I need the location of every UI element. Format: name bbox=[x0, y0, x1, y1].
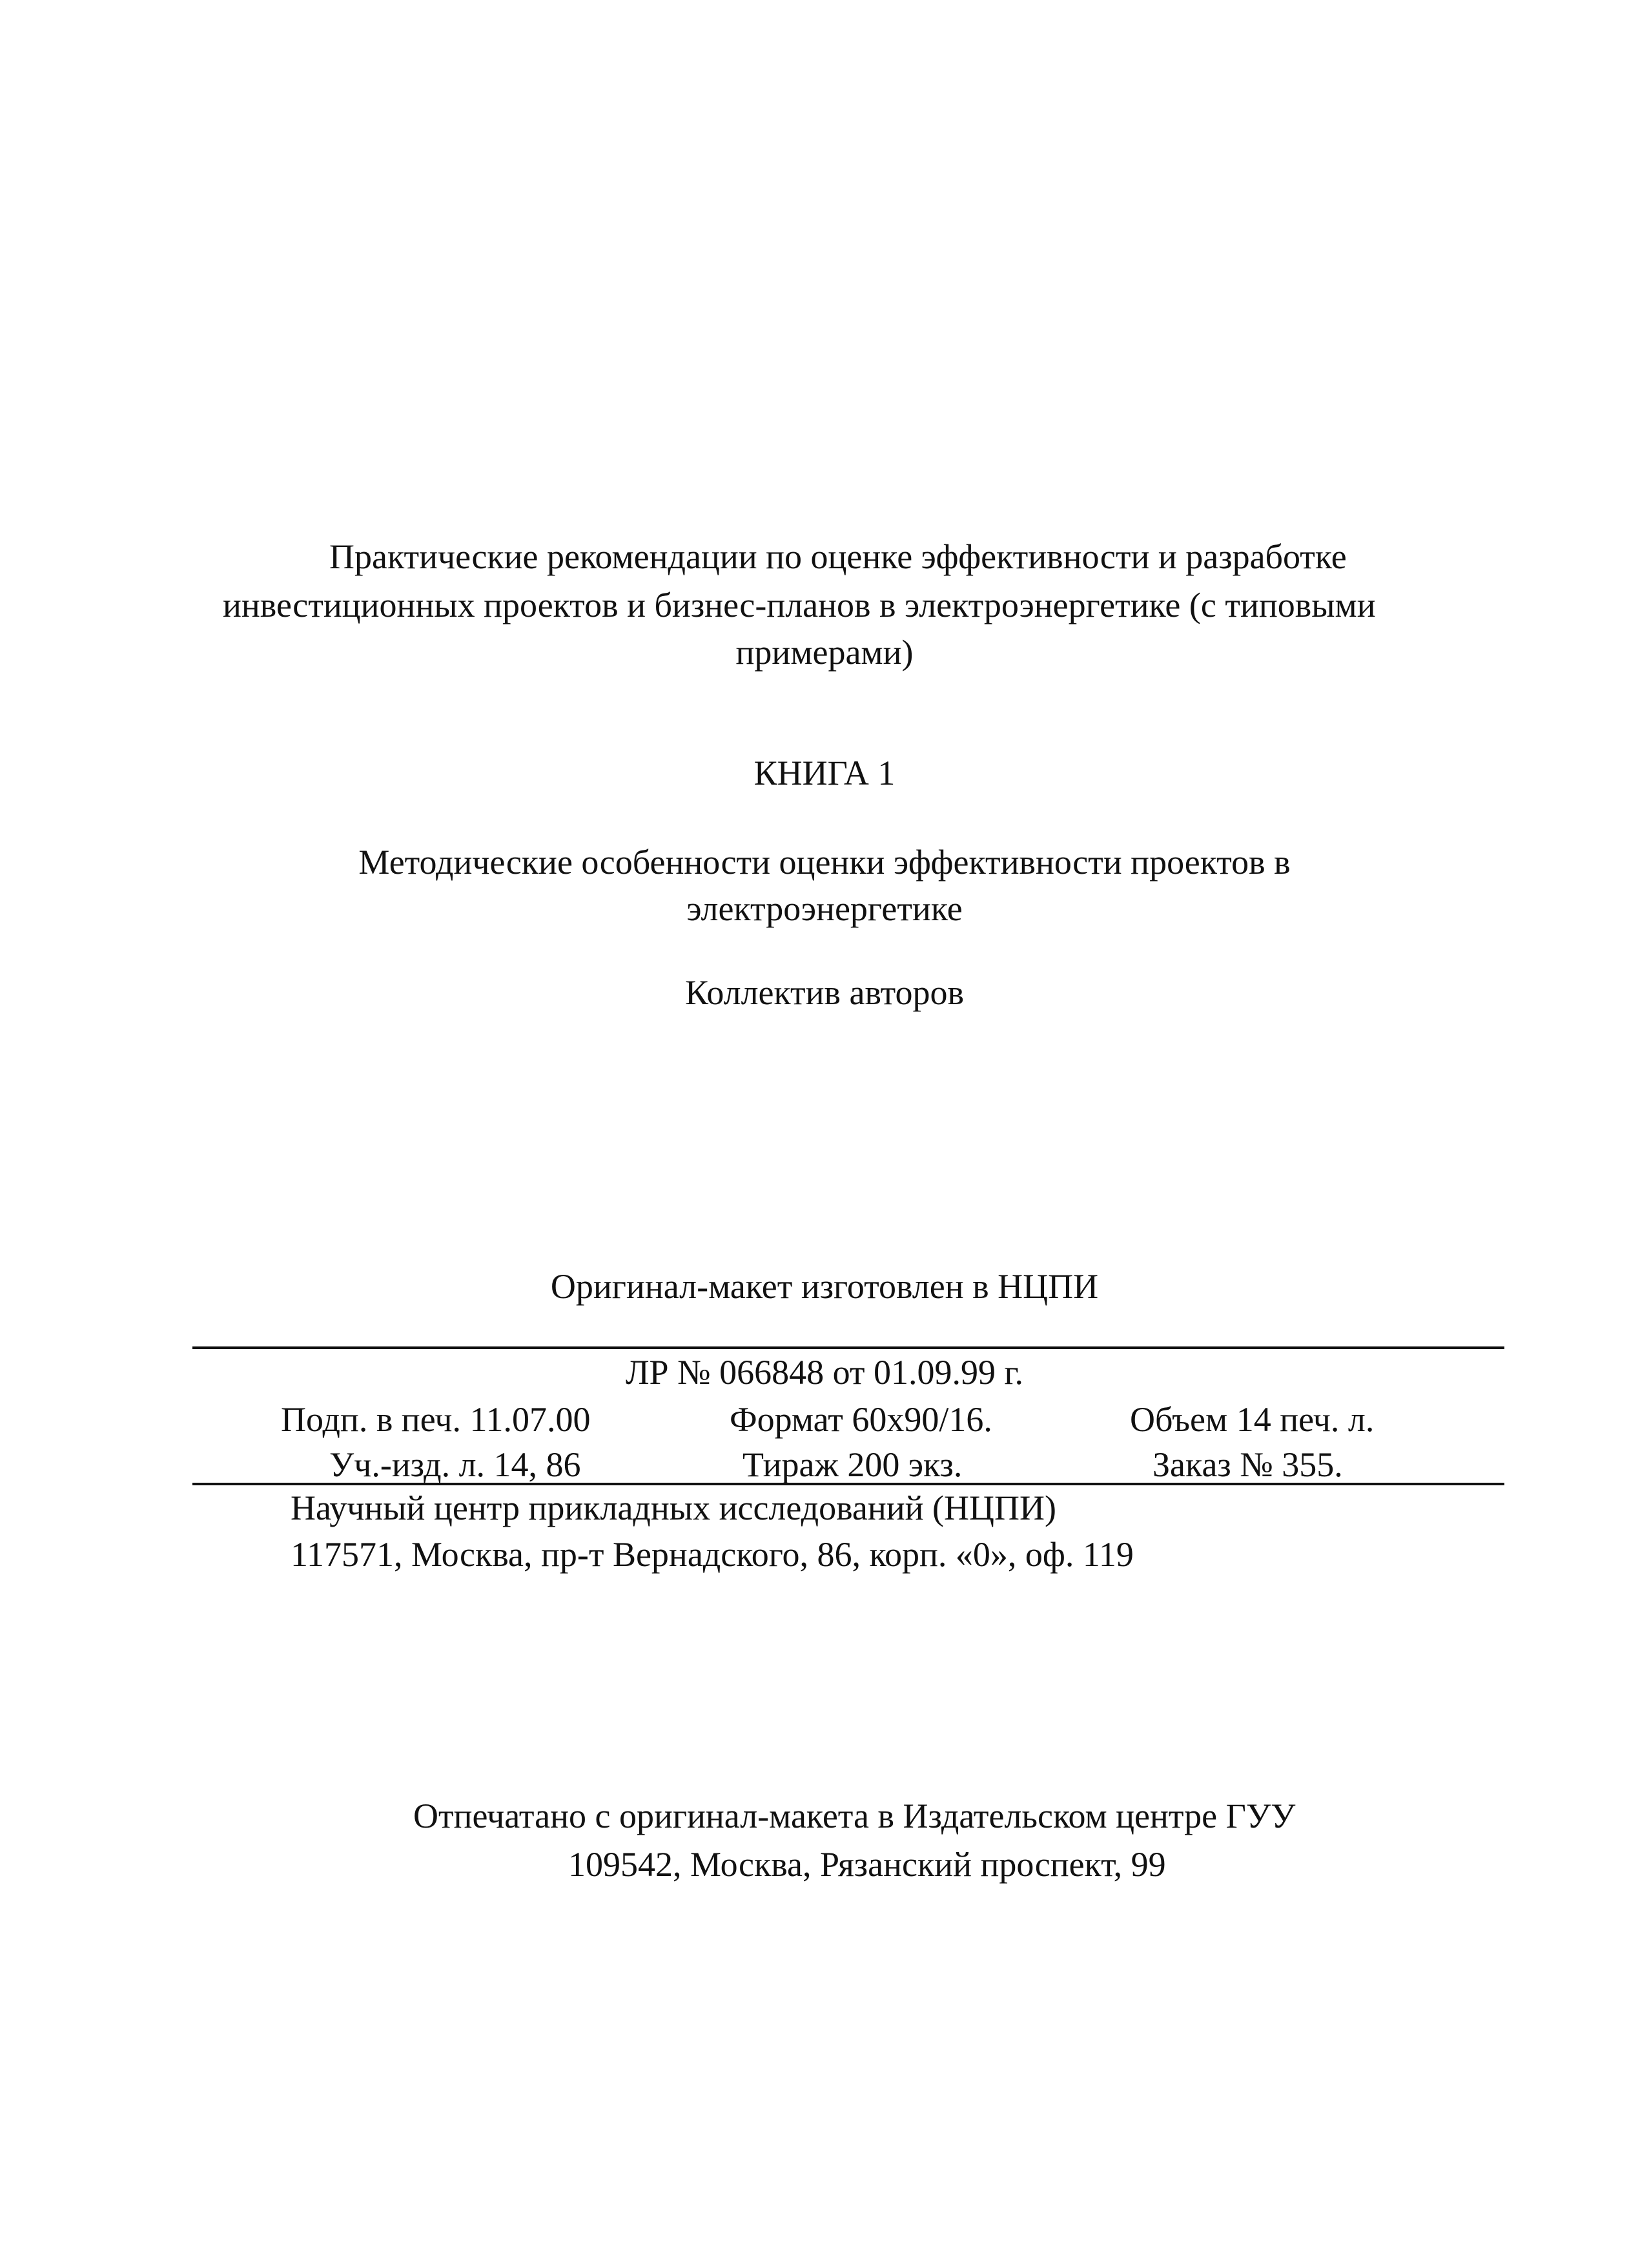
imprint-bottom-rule bbox=[192, 1483, 1504, 1485]
imprint-top-rule bbox=[192, 1346, 1504, 1349]
title-line-1: Практические рекомендации по оценке эффективности и разработке bbox=[329, 537, 1347, 576]
publisher-address: 117571, Москва, пр-т Вернадского, 86, корп. «0», оф. 119 bbox=[291, 1535, 1134, 1574]
subtitle-line-1: Методические особенности оценки эффективности проектов в bbox=[358, 843, 1291, 881]
printer-line-1: Отпечатано с оригинал-макета в Издательском центре ГУУ bbox=[413, 1797, 1296, 1835]
title-line-2: инвестиционных проектов и бизнес-планов в электроэнергетике (с типовыми bbox=[223, 586, 1376, 624]
print-run: Тираж 200 экз. bbox=[743, 1445, 963, 1484]
signed-date: Подп. в печ. 11.07.00 bbox=[281, 1400, 591, 1439]
subtitle-line-2: электроэнергетике bbox=[686, 889, 963, 928]
edit-sheets: Уч.-изд. л. 14, 86 bbox=[329, 1445, 581, 1484]
authors: Коллектив авторов bbox=[685, 973, 964, 1012]
order-number: Заказ № 355. bbox=[1152, 1445, 1343, 1484]
publisher-name: Научный центр прикладных исследований (НЦПИ) bbox=[291, 1489, 1056, 1527]
title-line-3: примерами) bbox=[735, 633, 914, 672]
printer-line-2: 109542, Москва, Рязанский проспект, 99 bbox=[568, 1845, 1166, 1884]
print-volume: Объем 14 печ. л. bbox=[1130, 1400, 1375, 1439]
layout-note: Оригинал-макет изготовлен в НЦПИ bbox=[550, 1267, 1099, 1306]
book-number: КНИГА 1 bbox=[753, 754, 896, 792]
paper-format: Формат 60x90/16. bbox=[730, 1400, 992, 1439]
license-number: ЛР № 066848 от 01.09.99 г. bbox=[625, 1353, 1024, 1392]
